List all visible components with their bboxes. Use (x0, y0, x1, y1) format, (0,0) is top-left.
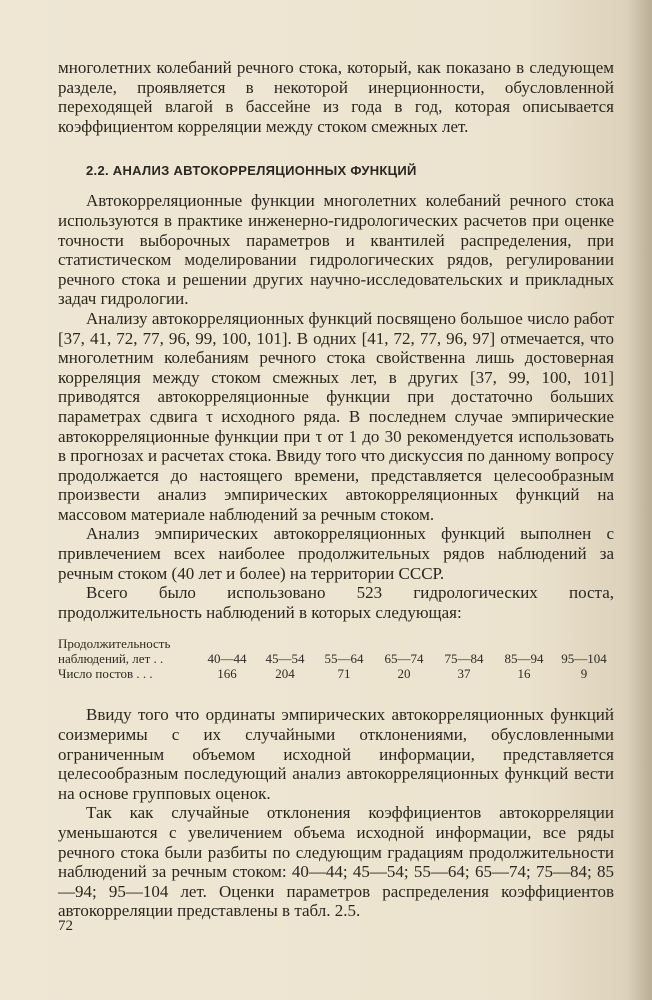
paragraph: Автокорреляционные функции многолетних колебаний речного стока используются в практике инженерно-гидрологических расчетов при оценке точности выборочных параметров и квантилей распределения, при статистическом моделировании гидрологических рядов, регулировании речного стока и решении других научно-исследовательских и прикладных задач гидрологии. (58, 191, 614, 309)
table-row-ranges (58, 651, 614, 666)
table-cell: 71 (337, 666, 351, 682)
table-cell: 55—64 (324, 651, 364, 667)
table-cell: 37 (457, 666, 471, 682)
paragraph: Так как случайные отклонения коэффициентов автокорреляции уменьшаются с увеличением объема исходной информации, все ряды речного стока были разбиты по следующим градациям продолжительности наблюдений за речным стоком: 40—44; 45—54; 55—64; 65—74; 75—84; 85—94; 95—104 лет. Оценки параметров распределения коэффициентов автокорреляции представлены в табл. 2.5. (58, 803, 614, 921)
table-row-label-line1: Продолжительность (58, 636, 171, 652)
table-cell: 75—84 (444, 651, 484, 667)
page-content (58, 58, 614, 921)
table-cell: 45—54 (265, 651, 305, 667)
table-cell: 204 (275, 666, 295, 682)
paragraph-continued: многолетних колебаний речного стока, который, как показано в следующем разделе, проявляется в некоторой инерционности, обусловленной переходящей влагой в бассейне из года в год, которая описывается коэффициентом корреляции между стоком смежных лет. (58, 58, 614, 136)
table-cell: 16 (517, 666, 531, 682)
table-cell: 40—44 (207, 651, 247, 667)
paragraph: Анализу автокорреляционных функций посвящено большое число работ [37, 41, 72, 77, 96, 99, 100, 101]. В одних [41, 72, 77, 96, 97] отмечается, что многолетним колебаниям речного стока свойственна лишь достоверная корреляция между стоком смежных лет, в других [37, 99, 100, 101] приводятся автокорреляционные функции при достаточно больших параметрах сдвига τ исходного ряда. В последнем случае эмпирические автокорреляционные функции при τ от 1 до 30 рекомендуется использовать в прогнозах и расчетах стока. Ввиду того что дискуссия по данному вопросу продолжается до настоящего времени, представляется целесообразным произвести анализ эмпирических автокорреляционных функций на массовом материале наблюдений за речным стоком. (58, 308, 614, 524)
paragraph: Анализ эмпирических автокорреляционных функций выполнен с привлечением всех наиболее продолжительных рядов наблюдений за речным стоком (40 лет и более) на территории СССР. (58, 524, 614, 583)
section-heading: 2.2. АНАЛИЗ АВТОКОРРЕЛЯЦИОННЫХ ФУНКЦИЙ (86, 163, 417, 179)
table-row-counts (58, 666, 614, 681)
table-row-label: Число постов . . . (58, 666, 153, 682)
paragraph: Ввиду того что ординаты эмпирических автокорреляционных функций соизмеримы с их случайными отклонениями, обусловленными ограниченным объемом исходной информации, представляется целесообразным последующий анализ автокорреляционных функций вести на основе групповых оценок. (58, 705, 614, 803)
paragraph: Всего было использовано 523 гидрологических поста, продолжительность наблюдений в которых следующая: (58, 583, 614, 622)
table-cell: 20 (397, 666, 411, 682)
table-row-label: наблюдений, лет . . (58, 651, 164, 667)
table-cell: 9 (580, 666, 588, 682)
table-cell: 85—94 (504, 651, 544, 667)
table-cell: 166 (217, 666, 237, 682)
page-number: 72 (58, 918, 73, 934)
observation-duration-table (58, 636, 614, 681)
table-cell: 95—104 (561, 651, 607, 667)
table-cell: 65—74 (384, 651, 424, 667)
